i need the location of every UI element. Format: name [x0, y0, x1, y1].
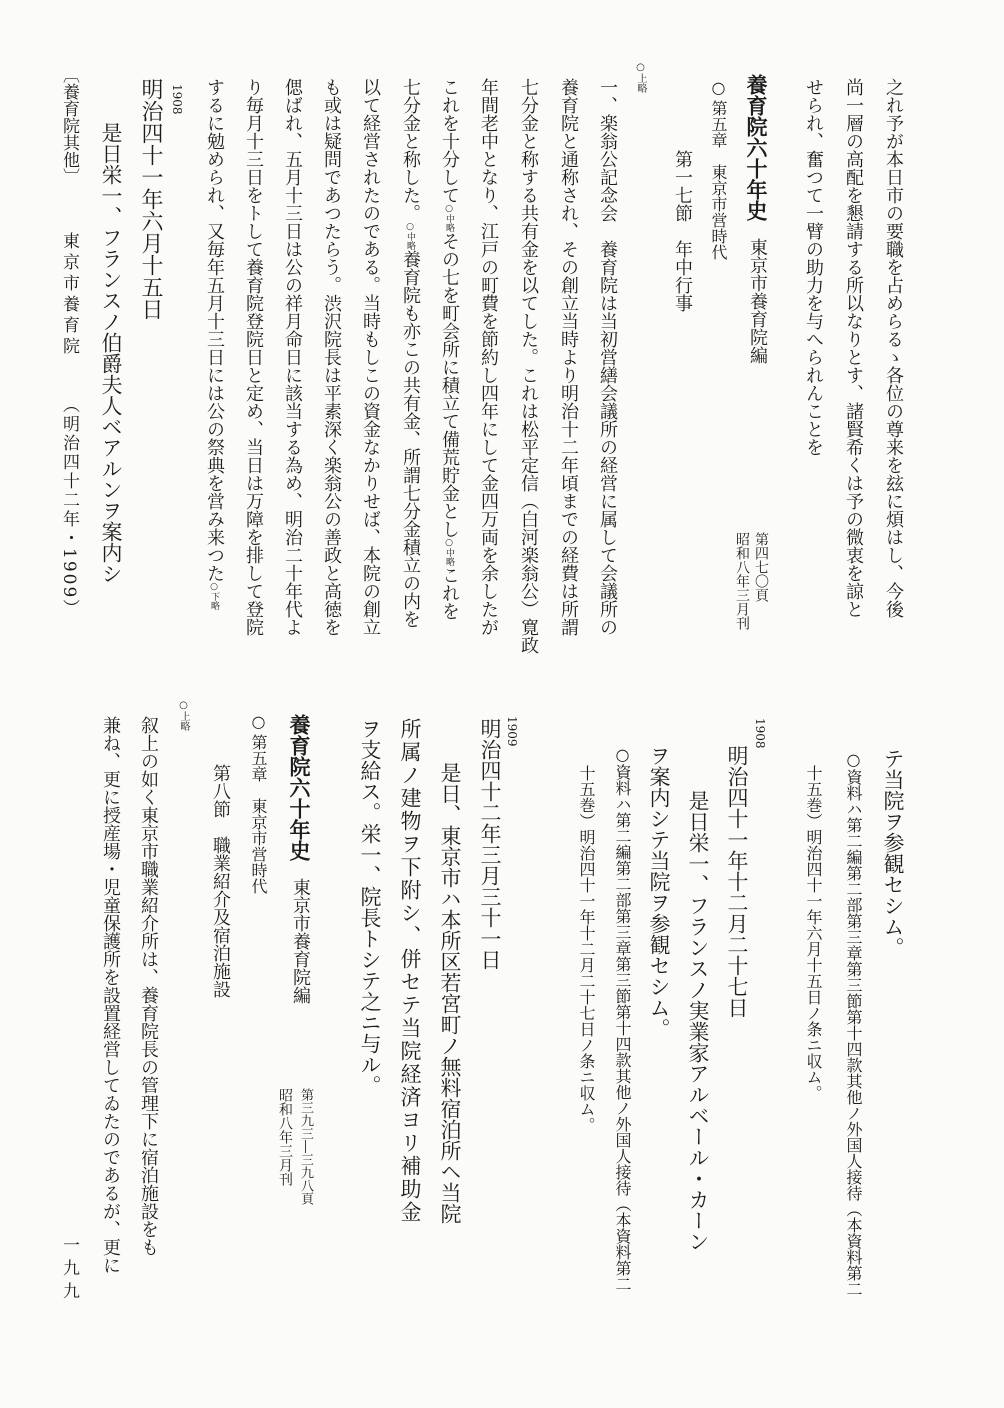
entry-text: ヲ案内シテ当院ヲ参観セシム。	[647, 745, 671, 1039]
chapter-heading: 第五章 東京市営時代	[709, 100, 728, 260]
entry-date: 明治四十一年十二月二十七日	[725, 745, 749, 1018]
source-pages: 第三九三―三九八頁	[298, 1088, 313, 1205]
omission-note: ○上略	[635, 62, 646, 93]
source-note: 十五巻）明治四十一年六月十五日ノ条ニ収ム。	[804, 765, 823, 1101]
body-text: り毎月十三日をトして養育院登院日と定め、当日は万障を排して登院	[243, 78, 264, 636]
source-editor: 東京市養育院編	[747, 238, 768, 364]
body-text: 養育院も亦この共有金、所謂七分金積立の内を	[400, 250, 421, 628]
entry-text: 是日栄一、フランスノ実業家アルベール・カーン	[686, 790, 710, 1252]
entry-text: ヲ支給ス。栄一、院長トシテ之ニ与ル。	[358, 718, 382, 1096]
chapter-heading: 第五章 東京市営時代	[249, 734, 268, 894]
year-label: 1909	[505, 716, 519, 747]
body-text: 偲ばれ、五月十三日は公の祥月命日に該当する為め、明治二十年代よ	[282, 78, 303, 636]
preceding-text-line: 尚一層の高配を懇請する所以なりとす、諸賢希くは予の微衷を諒と	[843, 78, 864, 618]
source-title: 養育院六十年史	[744, 74, 769, 221]
body-line	[559, 78, 577, 636]
body-line	[598, 78, 616, 636]
source-published: 昭和八年三月刊	[277, 1088, 293, 1186]
entry-text: 所属ノ建物ヲ下附シ、併セテ当院経済ヨリ補助金	[398, 718, 422, 1224]
section-heading: 第八節 職業紹介及宿泊施設	[210, 764, 231, 998]
body-line	[361, 78, 379, 636]
entry-text: 是日、東京市ハ本所区若宮町ノ無料宿泊所ヘ当院	[438, 762, 462, 1224]
body-line	[479, 78, 497, 636]
body-text: その七を町会所に積立て備荒貯金とし	[439, 232, 460, 538]
year-label: 1908	[753, 718, 767, 749]
body-text: これを	[439, 566, 460, 620]
running-footer-era: （明治四十二年・1909）	[59, 396, 79, 619]
entry-date: 明治四十二年三月三十一日	[478, 718, 502, 970]
source-note: 十五巻）明治四十一年十二月二十七日ノ条ニ収ム。	[577, 765, 596, 1133]
body-text: も或は疑問であつたらう。渋沢院長は平素深く楽翁公の善政と高徳を	[321, 78, 342, 636]
entry-text: テ当院ヲ参観セシム。	[881, 748, 905, 958]
body-line	[440, 78, 458, 620]
running-footer-category: 〔養育院其他〕	[59, 66, 79, 185]
year-label: 1908	[170, 84, 184, 115]
omission-note: ○中略	[444, 204, 454, 232]
body-line	[322, 78, 340, 636]
body-text: 養育院と通称され、その創立当時より明治十二年頃までの経費は所謂	[558, 78, 579, 636]
body-line: 兼ね、更に授産場・児童保護所を設置経営してゐたのであるが、更に	[100, 716, 121, 1274]
chapter-mark: ○	[709, 78, 728, 97]
body-text: するに勉められ、又毎年五月十三日には公の祭典を営み来つた	[204, 78, 225, 582]
body-line	[283, 78, 301, 636]
body-text: 以て経営されたのである。当時もしこの資金なかりせば、本院の創立	[360, 78, 381, 636]
body-text: 一、楽翁公記念会 養育院は当初営繕会議所の経営に属して会議所の	[597, 78, 618, 636]
body-line	[244, 78, 262, 636]
omission-note: ○中略	[405, 222, 415, 250]
source-title: 養育院六十年史	[287, 714, 312, 861]
omission-note: ○下略	[209, 582, 219, 610]
body-line	[519, 78, 537, 654]
body-line	[401, 78, 419, 628]
body-line	[205, 78, 223, 610]
source-note: ○資料ハ第二編第二部第三章第三節第十四款其他ノ外国人接待（本資料第二	[844, 750, 863, 1297]
omission-note: ○上略	[178, 700, 189, 731]
body-text: 七分金と称した。	[400, 78, 421, 222]
body-text: 年間老中となり、江戸の町費を節約し四年にして金四万両を余したが	[478, 78, 499, 636]
omission-note: ○中略	[444, 538, 454, 566]
source-note: ○資料ハ第二編第二部第三章第三節第十四款其他ノ外国人接待（本資料第二	[613, 745, 632, 1292]
chapter-mark: ○	[249, 712, 268, 731]
entry-date: 明治四十一年六月十五日	[138, 78, 163, 320]
source-pages: 第四七〇頁	[753, 532, 769, 602]
running-footer-institution: 東京市養育院	[59, 232, 79, 358]
preceding-text-line: せられ、奮つて一臂の助力を与へられんことを	[803, 78, 824, 456]
page-number: 一九九	[59, 1236, 79, 1305]
body-text: これを十分して	[439, 78, 460, 204]
source-published: 昭和八年三月刊	[734, 532, 750, 630]
entry-text: 是日栄一、フランスノ伯爵夫人ベアルンヲ案内シ	[99, 122, 123, 584]
body-line: 叙上の如く東京市職業紹介所は、養育院長の管理下に宿泊施設をも	[138, 716, 159, 1256]
section-heading: 第一七節 年中行事	[672, 150, 693, 312]
source-editor: 東京市養育院編	[290, 878, 311, 1004]
preceding-text-line: 之れ予が本日市の要職を占めらるゝ各位の尊来を玆に煩はし、今後	[883, 78, 904, 618]
body-text: 七分金と称する共有金を以てした。これは松平定信（白河楽翁公）寛政	[518, 78, 539, 654]
